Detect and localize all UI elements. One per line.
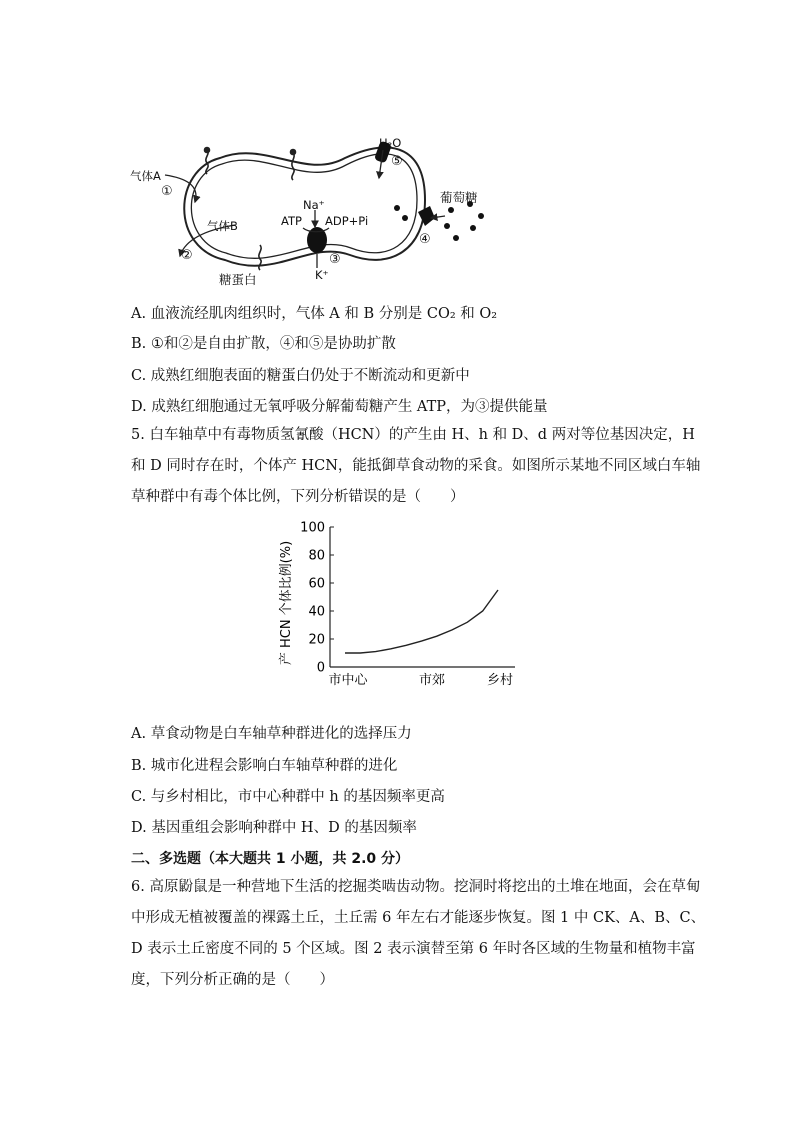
glucose-dot (448, 207, 454, 213)
cell-diagram (125, 130, 505, 290)
x-tick-label: 乡村 (486, 673, 514, 688)
marker-1: ① (161, 184, 173, 199)
marker-3: ③ (329, 252, 341, 267)
glucose-dot (470, 225, 476, 231)
glucose-dot (394, 205, 400, 211)
q4-option-b: B. ①和②是自由扩散，④和⑤是协助扩散 (131, 336, 396, 352)
glycoprotein-2 (291, 150, 296, 181)
gas-a-label: 气体A (130, 169, 161, 183)
na-label: Na⁺ (303, 198, 325, 212)
glycoprotein-label: 糖蛋白 (219, 272, 257, 287)
y-tick-label: 100 (300, 520, 325, 536)
q6-text: 6. 高原鼢鼠是一种营地下生活的挖掘类啮齿动物。挖洞时将挖出的土堆在地面，会在草甸中形成无植被覆盖的裸露土丘，土丘需 6 年左右才能逐步恢复。图 1 中 CK、A、B、C、D 表示土丘密度不同的 5 个区域。图 2 表示演替至第 6 年时各区域的生物量和植物丰富度，下列分析正确的是（ ） (131, 879, 706, 988)
y-tick-label: 80 (308, 548, 325, 564)
h2o-label: H₂O (379, 136, 402, 150)
glucose-label: 葡萄糖 (440, 190, 478, 205)
q4-option-c: C. 成熟红细胞表面的糖蛋白仍处于不断流动和更新中 (131, 368, 470, 384)
y-tick-label: 0 (316, 660, 325, 676)
adp-label: ADP+Pi (325, 214, 369, 228)
y-axis-title: 产 HCN 个体比例(%) (279, 540, 294, 666)
q5-text: 5. 白车轴草中有毒物质氢氰酸（HCN）的产生由 H、h 和 D、d 两对等位基因决定，H 和 D 同时存在时，个体产 HCN，能抵御草食动物的采食。如图所示某地不同区域白车轴草种群中有毒个体比例，下列分析错误的是（ ） (131, 427, 701, 505)
x-tick-label: 市中心 (328, 673, 368, 688)
glucose-dot (444, 223, 450, 229)
y-tick-label: 60 (308, 576, 325, 592)
atp-label: ATP (281, 214, 302, 228)
y-tick-label: 20 (308, 632, 325, 648)
marker-4: ④ (419, 232, 431, 247)
q4-option-a: A. 血液流经肌肉组织时，气体 A 和 B 分别是 CO₂ 和 O₂ (131, 306, 498, 322)
gas-b-label: 气体B (207, 219, 238, 233)
glucose-dot (453, 235, 459, 241)
hcn-chart (270, 515, 530, 695)
glucose-carrier (418, 206, 435, 226)
marker-5: ⑤ (391, 154, 403, 169)
section-2-heading: 二、多选题（本大题共 1 小题，共 2.0 分） (131, 851, 410, 867)
q5-option-d: D. 基因重组会影响种群中 H、D 的基因频率 (131, 820, 417, 836)
hcn-chart-svg (270, 515, 530, 695)
q5-option-b: B. 城市化进程会影响白车轴草种群的进化 (131, 758, 398, 774)
q4-option-d: D. 成熟红细胞通过无氧呼吸分解葡萄糖产生 ATP，为③提供能量 (131, 399, 548, 415)
glucose-dot (478, 213, 484, 219)
y-tick-label: 40 (308, 604, 325, 620)
k-label: K⁺ (315, 268, 329, 282)
q5-option-c: C. 与乡村相比，市中心种群中 h 的基因频率更高 (131, 789, 445, 805)
hcn-series-line (345, 590, 498, 653)
x-tick-label: 市郊 (418, 673, 446, 688)
q5-option-a: A. 草食动物是白车轴草种群进化的选择压力 (131, 726, 412, 742)
marker-2: ② (181, 248, 193, 263)
glucose-dot (402, 215, 408, 221)
